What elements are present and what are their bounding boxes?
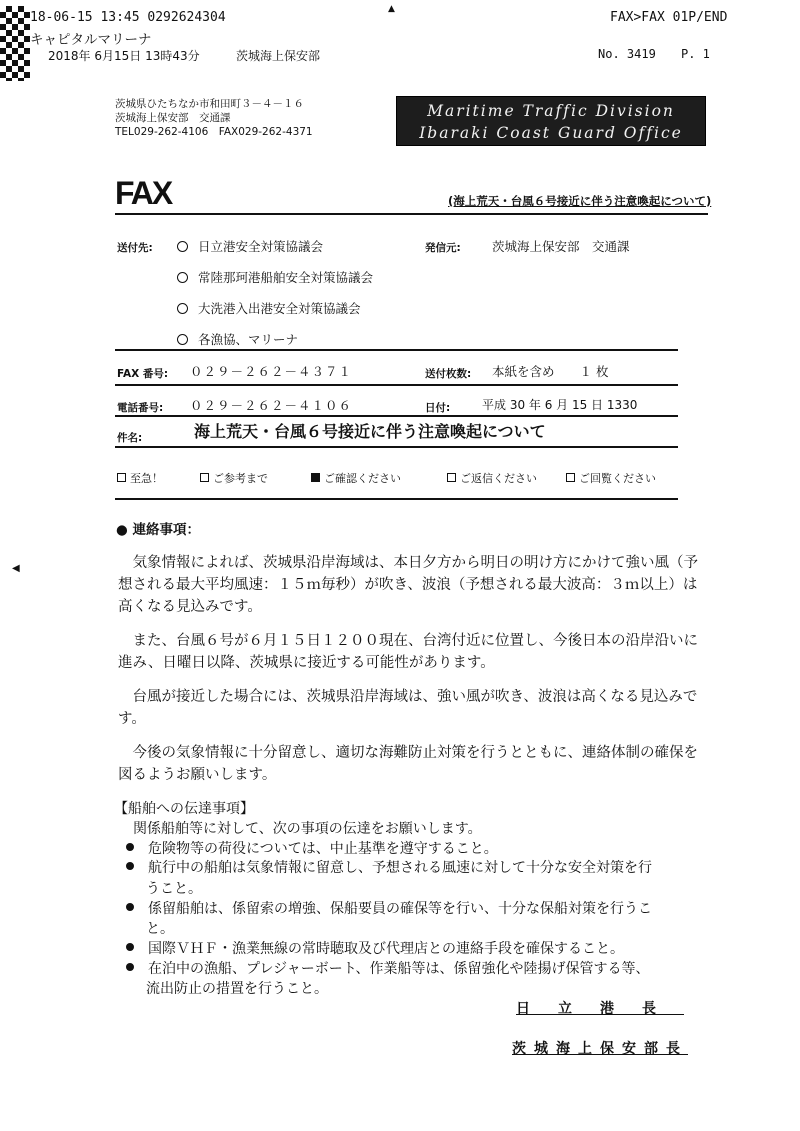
recipient-item: 各漁協、マリーナ bbox=[177, 330, 298, 348]
circle-icon bbox=[177, 303, 188, 314]
notice-heading: ● 連絡事項： bbox=[116, 522, 200, 538]
sender-name: キャピタルマリーナ bbox=[30, 32, 152, 48]
subject-title: 海上荒天・台風６号接近に伴う注意喚起について bbox=[194, 422, 546, 441]
pages-value: 本紙を含め １ 枚 bbox=[492, 364, 609, 379]
fax-header-left: 18-06-15 13:45 0292624304 bbox=[30, 10, 226, 25]
document-number: No. 3419 bbox=[598, 47, 656, 61]
circle-icon bbox=[177, 272, 188, 283]
pages-label: 送付枚数: bbox=[425, 368, 472, 380]
paragraph: 今後の気象情報に十分留意し、適切な海難防止対策を行うとともに、連絡体制の確保を図るようお願いします。 bbox=[118, 745, 698, 783]
bullet-item: 航行中の船舶は気象情報に留意し、予想される風速に対して十分な安全対策を行 bbox=[126, 857, 652, 877]
address-line: 茨城海上保安部 交通課 bbox=[115, 112, 231, 124]
circle-icon bbox=[177, 241, 188, 252]
checkbox-urgent: 至急！ bbox=[117, 470, 163, 486]
bullet-icon bbox=[126, 943, 134, 951]
checkbox-circulate: ご回覧ください bbox=[566, 470, 656, 486]
recipient-item: 大洗港入出港安全対策協議会 bbox=[177, 299, 361, 317]
recipients-label: 送付先: bbox=[117, 242, 153, 254]
signature-coast-guard-chief: 茨城海上保安部長 bbox=[512, 1041, 688, 1057]
fax-edge-pattern bbox=[0, 6, 30, 81]
checkbox-icon bbox=[200, 473, 209, 482]
ship-section-heading: 【船舶への伝達事項】 bbox=[114, 801, 254, 817]
address-line: TEL029-262-4106 FAX029-262-4371 bbox=[115, 126, 313, 138]
address-line: 茨城県ひたちなか市和田町３－４－１６ bbox=[115, 98, 304, 110]
received-office: 茨城海上保安部 bbox=[236, 49, 321, 63]
divider bbox=[115, 349, 678, 351]
checkbox-checked-icon bbox=[311, 473, 320, 482]
checkbox-icon bbox=[447, 473, 456, 482]
recipient-item: 常陸那珂港船舶安全対策協議会 bbox=[177, 268, 373, 286]
bullet-continuation: うこと。 bbox=[146, 881, 202, 897]
checkbox-reply: ご返信ください bbox=[447, 470, 537, 486]
division-banner bbox=[396, 96, 706, 146]
page-number: P. 1 bbox=[681, 47, 710, 61]
divider bbox=[115, 213, 708, 215]
phone-number: ０２９－２６２－４１０６ bbox=[190, 398, 353, 413]
banner-line: Maritime Traffic Division bbox=[427, 102, 675, 120]
checkbox-icon bbox=[117, 473, 126, 482]
bullet-item: 国際ＶＨＦ・漁業無線の常時聴取及び代理店との連絡手段を確保すること。 bbox=[126, 938, 624, 958]
banner-line: Ibaraki Coast Guard Office bbox=[419, 124, 683, 142]
fax-header-right: FAX>FAX 01P/END bbox=[610, 10, 728, 25]
bullet-continuation: と。 bbox=[146, 921, 174, 937]
subject-label: 件名: bbox=[117, 432, 143, 444]
checkbox-icon bbox=[566, 473, 575, 482]
bullet-item: 在泊中の漁船、プレジャーボート、作業船等は、係留強化や陸揚げ保管する等、 bbox=[126, 958, 650, 978]
signature-harbor-master: 日立港長 bbox=[516, 1001, 684, 1017]
bullet-icon bbox=[126, 843, 134, 851]
divider bbox=[115, 446, 678, 448]
bullet-item: 係留船舶は、係留索の増強、保船要員の確保等を行い、十分な保船対策を行うこ bbox=[126, 898, 652, 918]
bullet-icon bbox=[126, 903, 134, 911]
fax-number-label: FAX 番号: bbox=[117, 368, 169, 380]
fax-number: ０２９－２６２－４３７１ bbox=[190, 364, 353, 379]
received-date: 2018年 6月15日 13時43分 bbox=[48, 49, 200, 63]
divider bbox=[115, 415, 678, 417]
paragraph: 気象情報によれば、茨城県沿岸海域は、本日夕方から明日の明け方にかけて強い風（予想される最大平均風速：１５ｍ毎秒）が吹き、波浪（予想される最大波高：３ｍ以上）は高くなる見込みです。 bbox=[118, 555, 698, 615]
paragraph: また、台風６号が６月１５日１２００現在、台湾付近に位置し、今後日本の沿岸沿いに進み、日曜日以降、茨城県に接近する可能性があります。 bbox=[118, 633, 698, 671]
sender-label: 発信元: bbox=[425, 242, 461, 254]
bullet-icon bbox=[126, 963, 134, 971]
paragraph: 台風が接近した場合には、茨城県沿岸海域は、強い風が吹き、波浪は高くなる見込みです。 bbox=[118, 689, 698, 727]
bullet-continuation: 流出防止の措置を行うこと。 bbox=[146, 981, 328, 997]
bullet-icon bbox=[126, 862, 134, 870]
checkbox-reference: ご参考まで bbox=[200, 470, 268, 486]
date-value: 平成 30 年 6 月 15 日 1330 bbox=[482, 398, 638, 412]
circle-icon bbox=[177, 334, 188, 345]
bullet-item: 危険物等の荷役については、中止基準を遵守すること。 bbox=[126, 838, 498, 858]
sender-value: 茨城海上保安部 交通課 bbox=[492, 239, 630, 254]
feed-mark: ▲ bbox=[388, 4, 395, 14]
fax-logo: FAX bbox=[115, 175, 172, 211]
subject-summary: (海上荒天・台風６号接近に伴う注意喚起について) bbox=[448, 194, 712, 208]
margin-mark: ◀ bbox=[12, 563, 20, 574]
checkbox-confirm: ご確認ください bbox=[311, 470, 401, 486]
date-label: 日付: bbox=[425, 402, 451, 414]
divider bbox=[115, 498, 678, 500]
divider bbox=[115, 384, 678, 386]
recipient-item: 日立港安全対策協議会 bbox=[177, 237, 323, 255]
phone-label: 電話番号: bbox=[117, 402, 164, 414]
ship-section-intro: 関係船舶等に対して、次の事項の伝達をお願いします。 bbox=[133, 821, 482, 837]
